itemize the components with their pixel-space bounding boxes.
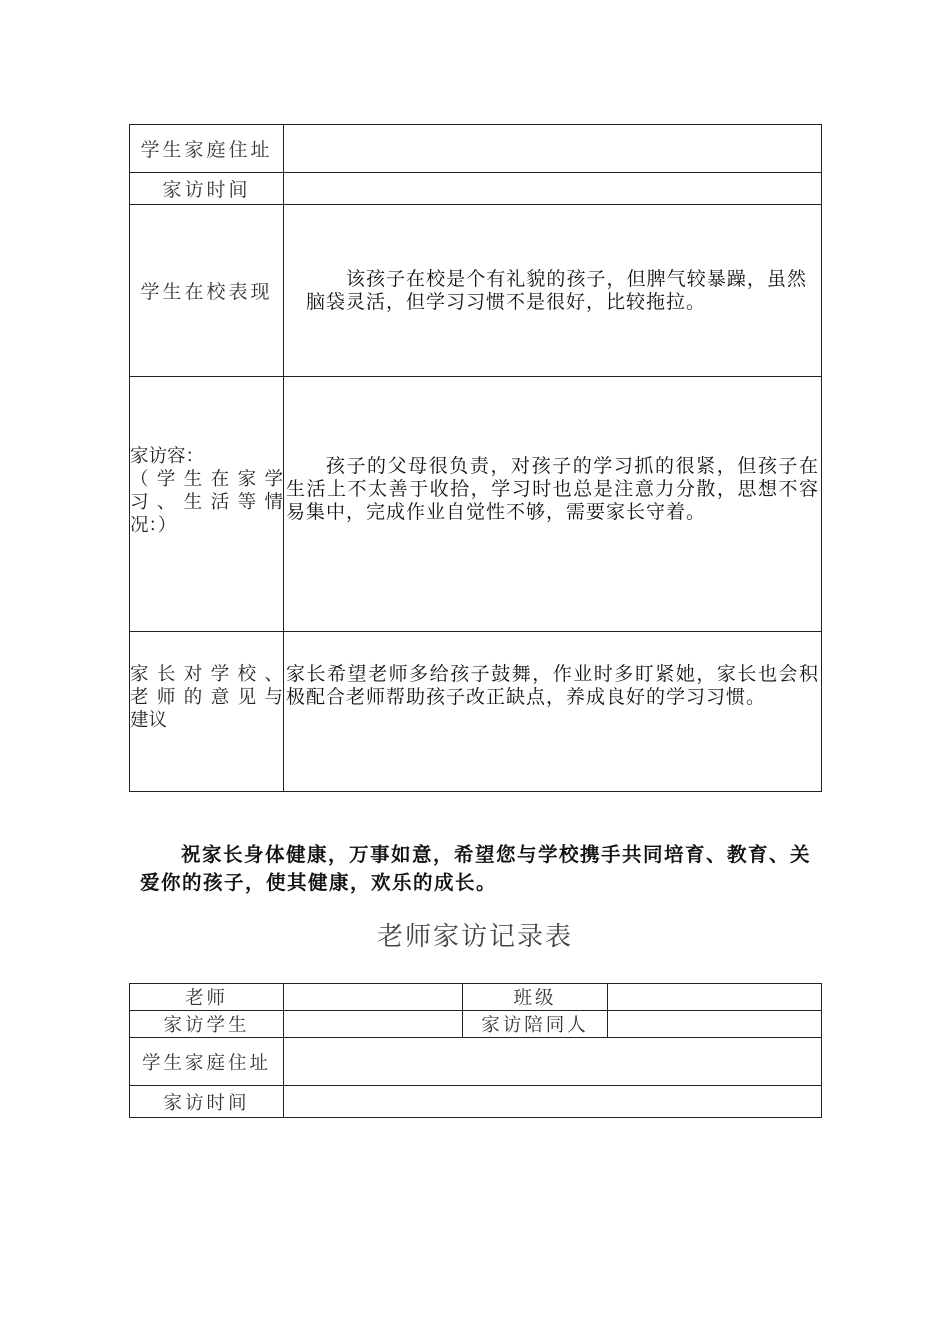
parent-opinion-label-line3: 建议 [130,710,168,731]
visit-content-label-line2: （学生在家学 [130,469,283,490]
parent-opinion-text: 家长希望老师多给孩子鼓舞，作业时多盯紧她，家长也会积极配合老师帮助孩子改正缺点，养成良好的学习习惯。 [286,663,819,708]
school-performance-text: 该孩子在校是个有礼貌的孩子，但脾气较暴躁，虽然脑袋灵活，但学习习惯不是很好，比较拖拉。 [306,267,807,313]
class-label: 班级 [463,984,608,1011]
address-label: 学生家庭住址 [130,125,284,173]
visit-content-label-line3: 习、生活等情 [130,492,283,513]
school-performance-label: 学生在校表现 [130,205,284,377]
parent-opinion-label-line2: 老师的意见与 [130,687,283,708]
parent-opinion-label [130,632,284,792]
closing-message: 祝家长身体健康，万事如意，希望您与学校携手共同培育、教育、关爱你的孩子，使其健康，欢乐的成长。 [140,843,811,894]
parent-opinion-cell[interactable] [284,632,822,792]
companion-field[interactable] [608,1011,822,1038]
address-field-2[interactable] [284,1038,822,1086]
form-title: 老师家访记录表 [376,922,573,952]
visit-time-label: 家访时间 [130,173,284,205]
teacher-label: 老师 [130,984,284,1011]
visit-content-cell[interactable] [284,377,822,632]
visit-time-field-2[interactable] [284,1086,822,1118]
class-field[interactable] [608,984,822,1011]
teacher-home-visit-form-table [129,983,822,1118]
school-performance-cell[interactable] [284,205,822,377]
visit-content-label [130,377,284,632]
visit-content-label-line1: 家访容： [130,446,205,467]
visit-content-text: 孩子的父母很负责，对孩子的学习抓的很紧，但孩子在生活上不太善于收拾，学习时也总是注意力分散，思想不容易集中，完成作业自觉性不够，需要家长守着。 [286,455,819,523]
address-field[interactable] [284,125,822,173]
visit-time-field[interactable] [284,173,822,205]
companion-label: 家访陪同人 [463,1011,608,1038]
teacher-field[interactable] [284,984,463,1011]
address-label-2: 学生家庭住址 [130,1038,284,1086]
visit-content-label-line4: 况：） [130,515,177,536]
visited-student-label: 家访学生 [130,1011,284,1038]
visited-student-field[interactable] [284,1011,463,1038]
parent-opinion-label-line1: 家长对学校、 [130,664,283,685]
visit-time-label-2: 家访时间 [130,1086,284,1118]
home-visit-record-table [129,124,822,792]
